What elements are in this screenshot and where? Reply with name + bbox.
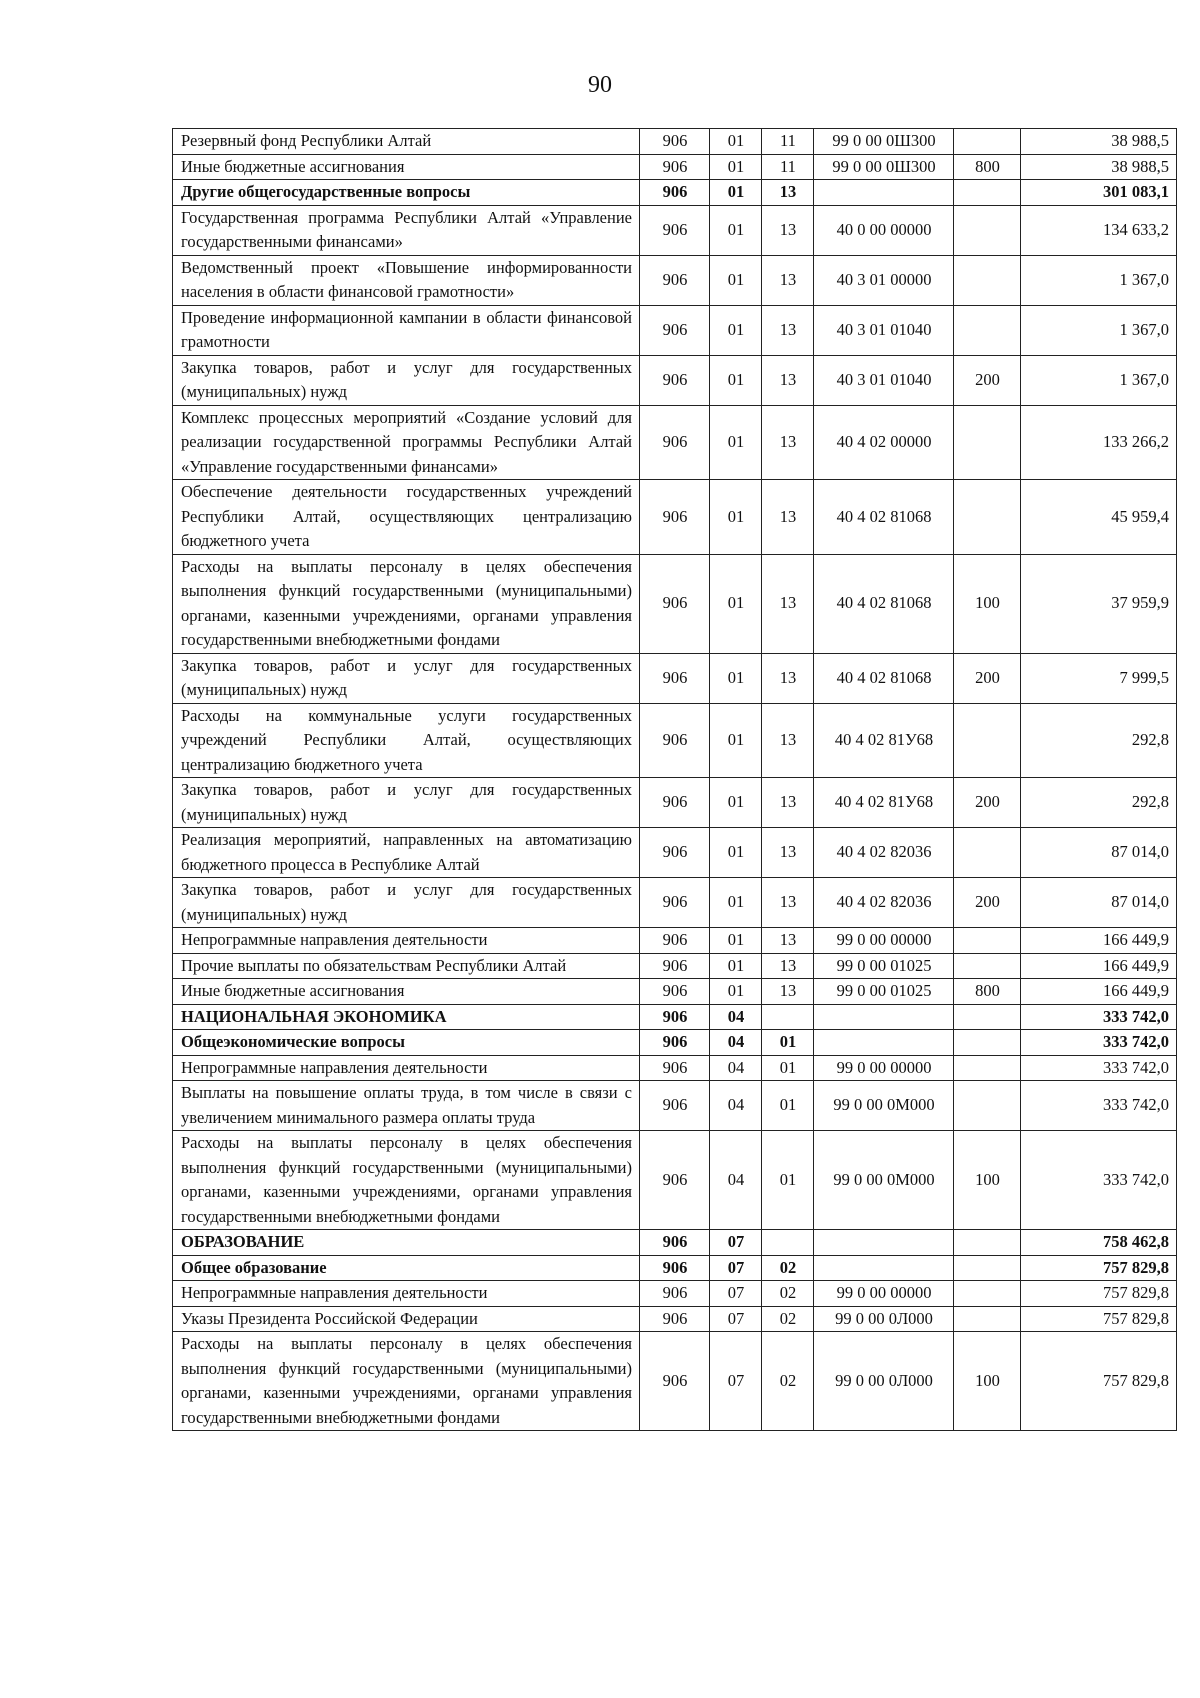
cell-section-code: 07 (710, 1281, 762, 1307)
cell-subsection-code: 13 (762, 305, 814, 355)
cell-name: Непрограммные направления деятельности (173, 1281, 640, 1307)
cell-expense-type: 200 (954, 653, 1021, 703)
cell-expense-type (954, 1255, 1021, 1281)
cell-department-code: 906 (640, 1281, 710, 1307)
cell-target-article (814, 1255, 954, 1281)
table-row (173, 154, 1177, 180)
cell-target-article: 40 4 02 81У68 (814, 703, 954, 778)
cell-section-code: 01 (710, 703, 762, 778)
cell-expense-type (954, 1030, 1021, 1056)
cell-name: Расходы на выплаты персоналу в целях обеспечения выполнения функций государственными (муниципальными) органами, казенными учреждениями, органами управления государственными внебюджетными фондами (173, 554, 640, 653)
cell-name: Другие общегосударственные вопросы (173, 180, 640, 206)
cell-department-code: 906 (640, 1306, 710, 1332)
cell-department-code: 906 (640, 129, 710, 155)
cell-expense-type (954, 1306, 1021, 1332)
cell-department-code: 906 (640, 703, 710, 778)
cell-target-article: 40 4 02 81068 (814, 653, 954, 703)
table-row (173, 979, 1177, 1005)
page-number: 90 (588, 72, 612, 98)
cell-section-code: 04 (710, 1131, 762, 1230)
cell-expense-type (954, 305, 1021, 355)
cell-subsection-code: 01 (762, 1131, 814, 1230)
cell-section-code: 01 (710, 355, 762, 405)
cell-expense-type: 200 (954, 355, 1021, 405)
cell-amount: 757 829,8 (1021, 1332, 1177, 1431)
budget-table (172, 128, 1177, 1431)
cell-amount: 166 449,9 (1021, 953, 1177, 979)
cell-department-code: 906 (640, 1131, 710, 1230)
cell-department-code: 906 (640, 480, 710, 555)
table-row (173, 878, 1177, 928)
table-row (173, 405, 1177, 480)
cell-subsection-code: 13 (762, 979, 814, 1005)
cell-department-code: 906 (640, 1030, 710, 1056)
cell-department-code: 906 (640, 828, 710, 878)
cell-expense-type (954, 1081, 1021, 1131)
budget-table-body (173, 129, 1177, 1431)
cell-amount: 37 959,9 (1021, 554, 1177, 653)
cell-department-code: 906 (640, 1255, 710, 1281)
cell-section-code: 04 (710, 1004, 762, 1030)
cell-amount: 38 988,5 (1021, 154, 1177, 180)
cell-subsection-code: 13 (762, 928, 814, 954)
cell-amount: 1 367,0 (1021, 355, 1177, 405)
cell-name: Расходы на коммунальные услуги государственных учреждений Республики Алтай, осуществляющих централизацию бюджетного учета (173, 703, 640, 778)
cell-expense-type: 100 (954, 1131, 1021, 1230)
cell-section-code: 01 (710, 154, 762, 180)
cell-section-code: 01 (710, 129, 762, 155)
cell-expense-type (954, 1055, 1021, 1081)
cell-department-code: 906 (640, 778, 710, 828)
cell-name: Выплаты на повышение оплаты труда, в том числе в связи с увеличением минимального размера оплаты труда (173, 1081, 640, 1131)
cell-subsection-code: 01 (762, 1081, 814, 1131)
cell-name: Резервный фонд Республики Алтай (173, 129, 640, 155)
cell-subsection-code: 13 (762, 554, 814, 653)
cell-name: Прочие выплаты по обязательствам Республики Алтай (173, 953, 640, 979)
cell-amount: 333 742,0 (1021, 1131, 1177, 1230)
cell-expense-type (954, 1004, 1021, 1030)
cell-expense-type (954, 828, 1021, 878)
table-row (173, 778, 1177, 828)
cell-section-code: 01 (710, 979, 762, 1005)
cell-amount: 1 367,0 (1021, 305, 1177, 355)
cell-department-code: 906 (640, 878, 710, 928)
cell-amount: 134 633,2 (1021, 205, 1177, 255)
cell-name: Расходы на выплаты персоналу в целях обеспечения выполнения функций государственными (муниципальными) органами, казенными учреждениями, органами управления государственными внебюджетными фондами (173, 1332, 640, 1431)
cell-name: Закупка товаров, работ и услуг для государственных (муниципальных) нужд (173, 355, 640, 405)
cell-target-article: 99 0 00 01025 (814, 979, 954, 1005)
table-row (173, 653, 1177, 703)
cell-section-code: 01 (710, 255, 762, 305)
cell-section-code: 01 (710, 205, 762, 255)
cell-subsection-code: 13 (762, 703, 814, 778)
cell-department-code: 906 (640, 554, 710, 653)
cell-expense-type (954, 1281, 1021, 1307)
cell-subsection-code: 13 (762, 778, 814, 828)
cell-target-article: 40 0 00 00000 (814, 205, 954, 255)
cell-section-code: 04 (710, 1030, 762, 1056)
cell-target-article: 40 4 02 81068 (814, 554, 954, 653)
cell-section-code: 01 (710, 305, 762, 355)
cell-section-code: 01 (710, 405, 762, 480)
cell-expense-type (954, 405, 1021, 480)
table-row (173, 1306, 1177, 1332)
cell-amount: 758 462,8 (1021, 1230, 1177, 1256)
cell-name: Непрограммные направления деятельности (173, 1055, 640, 1081)
cell-target-article: 40 3 01 01040 (814, 305, 954, 355)
cell-section-code: 07 (710, 1306, 762, 1332)
cell-name: Обеспечение деятельности государственных учреждений Республики Алтай, осуществляющих централизацию бюджетного учета (173, 480, 640, 555)
table-row (173, 554, 1177, 653)
cell-subsection-code: 02 (762, 1306, 814, 1332)
cell-name: ОБРАЗОВАНИЕ (173, 1230, 640, 1256)
cell-department-code: 906 (640, 1081, 710, 1131)
cell-expense-type: 800 (954, 154, 1021, 180)
cell-expense-type (954, 255, 1021, 305)
cell-expense-type (954, 180, 1021, 206)
table-row (173, 355, 1177, 405)
cell-name: Указы Президента Российской Федерации (173, 1306, 640, 1332)
table-row (173, 205, 1177, 255)
cell-amount: 757 829,8 (1021, 1281, 1177, 1307)
table-row (173, 703, 1177, 778)
cell-target-article: 99 0 00 0Л000 (814, 1306, 954, 1332)
cell-target-article: 40 4 02 81У68 (814, 778, 954, 828)
cell-amount: 333 742,0 (1021, 1081, 1177, 1131)
cell-target-article (814, 1004, 954, 1030)
cell-amount: 166 449,9 (1021, 979, 1177, 1005)
cell-subsection-code: 13 (762, 878, 814, 928)
table-row (173, 1255, 1177, 1281)
cell-subsection-code: 11 (762, 154, 814, 180)
cell-department-code: 906 (640, 355, 710, 405)
cell-department-code: 906 (640, 1055, 710, 1081)
cell-name: Комплекс процессных мероприятий «Создание условий для реализации государственной программы Республики Алтай «Управление государственными финансами» (173, 405, 640, 480)
cell-department-code: 906 (640, 154, 710, 180)
cell-name: Общее образование (173, 1255, 640, 1281)
cell-department-code: 906 (640, 979, 710, 1005)
cell-expense-type: 100 (954, 1332, 1021, 1431)
cell-target-article: 99 0 00 0Ш300 (814, 129, 954, 155)
table-row (173, 1281, 1177, 1307)
cell-name: Ведомственный проект «Повышение информированности населения в области финансовой грамотности» (173, 255, 640, 305)
cell-department-code: 906 (640, 928, 710, 954)
cell-expense-type (954, 928, 1021, 954)
cell-section-code: 04 (710, 1055, 762, 1081)
cell-department-code: 906 (640, 653, 710, 703)
cell-amount: 133 266,2 (1021, 405, 1177, 480)
table-row (173, 928, 1177, 954)
cell-subsection-code: 02 (762, 1281, 814, 1307)
cell-name: НАЦИОНАЛЬНАЯ ЭКОНОМИКА (173, 1004, 640, 1030)
cell-name: Общеэкономические вопросы (173, 1030, 640, 1056)
cell-target-article: 40 3 01 01040 (814, 355, 954, 405)
cell-section-code: 01 (710, 878, 762, 928)
cell-target-article: 40 4 02 00000 (814, 405, 954, 480)
table-row (173, 828, 1177, 878)
cell-section-code: 01 (710, 554, 762, 653)
table-row (173, 1030, 1177, 1056)
cell-name: Государственная программа Республики Алтай «Управление государственными финансами» (173, 205, 640, 255)
cell-section-code: 01 (710, 480, 762, 555)
cell-name: Закупка товаров, работ и услуг для государственных (муниципальных) нужд (173, 653, 640, 703)
cell-target-article (814, 1230, 954, 1256)
cell-amount: 38 988,5 (1021, 129, 1177, 155)
cell-subsection-code: 02 (762, 1255, 814, 1281)
cell-amount: 1 367,0 (1021, 255, 1177, 305)
cell-section-code: 07 (710, 1230, 762, 1256)
cell-department-code: 906 (640, 255, 710, 305)
cell-name: Проведение информационной кампании в области финансовой грамотности (173, 305, 640, 355)
cell-target-article: 99 0 00 0Л000 (814, 1332, 954, 1431)
cell-amount: 333 742,0 (1021, 1004, 1177, 1030)
cell-target-article: 99 0 00 00000 (814, 1281, 954, 1307)
table-row (173, 255, 1177, 305)
cell-target-article: 40 4 02 82036 (814, 878, 954, 928)
cell-name: Реализация мероприятий, направленных на автоматизацию бюджетного процесса в Республике Алтай (173, 828, 640, 878)
cell-section-code: 07 (710, 1332, 762, 1431)
cell-target-article: 99 0 00 00000 (814, 1055, 954, 1081)
cell-amount: 301 083,1 (1021, 180, 1177, 206)
cell-section-code: 01 (710, 180, 762, 206)
cell-expense-type (954, 480, 1021, 555)
cell-amount: 333 742,0 (1021, 1030, 1177, 1056)
cell-subsection-code: 13 (762, 180, 814, 206)
cell-expense-type (954, 1230, 1021, 1256)
cell-subsection-code: 13 (762, 828, 814, 878)
cell-expense-type (954, 703, 1021, 778)
cell-target-article: 40 4 02 81068 (814, 480, 954, 555)
cell-expense-type (954, 205, 1021, 255)
cell-amount: 87 014,0 (1021, 828, 1177, 878)
cell-section-code: 07 (710, 1255, 762, 1281)
cell-name: Непрограммные направления деятельности (173, 928, 640, 954)
cell-department-code: 906 (640, 405, 710, 480)
cell-name: Закупка товаров, работ и услуг для государственных (муниципальных) нужд (173, 778, 640, 828)
cell-subsection-code: 13 (762, 653, 814, 703)
cell-expense-type: 200 (954, 778, 1021, 828)
cell-amount: 45 959,4 (1021, 480, 1177, 555)
cell-subsection-code: 11 (762, 129, 814, 155)
cell-subsection-code: 01 (762, 1030, 814, 1056)
cell-amount: 292,8 (1021, 703, 1177, 778)
cell-name: Иные бюджетные ассигнования (173, 979, 640, 1005)
cell-section-code: 01 (710, 778, 762, 828)
cell-target-article: 40 4 02 82036 (814, 828, 954, 878)
cell-amount: 333 742,0 (1021, 1055, 1177, 1081)
table-row (173, 1332, 1177, 1431)
cell-target-article: 99 0 00 01025 (814, 953, 954, 979)
cell-target-article (814, 1030, 954, 1056)
cell-subsection-code: 13 (762, 480, 814, 555)
cell-subsection-code: 02 (762, 1332, 814, 1431)
cell-expense-type: 100 (954, 554, 1021, 653)
table-row (173, 129, 1177, 155)
cell-amount: 757 829,8 (1021, 1306, 1177, 1332)
table-row (173, 305, 1177, 355)
cell-amount: 166 449,9 (1021, 928, 1177, 954)
table-row (173, 1131, 1177, 1230)
cell-subsection-code (762, 1004, 814, 1030)
cell-department-code: 906 (640, 180, 710, 206)
cell-department-code: 906 (640, 1004, 710, 1030)
cell-subsection-code: 13 (762, 205, 814, 255)
cell-section-code: 01 (710, 828, 762, 878)
cell-section-code: 01 (710, 928, 762, 954)
cell-subsection-code: 13 (762, 255, 814, 305)
cell-department-code: 906 (640, 953, 710, 979)
table-row (173, 1055, 1177, 1081)
cell-amount: 292,8 (1021, 778, 1177, 828)
cell-section-code: 01 (710, 953, 762, 979)
cell-department-code: 906 (640, 1230, 710, 1256)
cell-amount: 7 999,5 (1021, 653, 1177, 703)
table-row (173, 1230, 1177, 1256)
cell-amount: 757 829,8 (1021, 1255, 1177, 1281)
cell-department-code: 906 (640, 1332, 710, 1431)
cell-expense-type: 800 (954, 979, 1021, 1005)
cell-name: Расходы на выплаты персоналу в целях обеспечения выполнения функций государственными (муниципальными) органами, казенными учреждениями, органами управления государственными внебюджетными фондами (173, 1131, 640, 1230)
cell-department-code: 906 (640, 205, 710, 255)
cell-target-article: 99 0 00 0М000 (814, 1081, 954, 1131)
cell-subsection-code: 13 (762, 953, 814, 979)
table-row (173, 480, 1177, 555)
cell-subsection-code: 13 (762, 405, 814, 480)
cell-expense-type (954, 129, 1021, 155)
table-row (173, 953, 1177, 979)
table-row (173, 1004, 1177, 1030)
cell-expense-type (954, 953, 1021, 979)
cell-target-article: 40 3 01 00000 (814, 255, 954, 305)
cell-name: Закупка товаров, работ и услуг для государственных (муниципальных) нужд (173, 878, 640, 928)
table-row (173, 180, 1177, 206)
cell-target-article: 99 0 00 00000 (814, 928, 954, 954)
cell-department-code: 906 (640, 305, 710, 355)
cell-subsection-code: 13 (762, 355, 814, 405)
cell-subsection-code: 01 (762, 1055, 814, 1081)
cell-target-article (814, 180, 954, 206)
cell-name: Иные бюджетные ассигнования (173, 154, 640, 180)
cell-amount: 87 014,0 (1021, 878, 1177, 928)
cell-section-code: 04 (710, 1081, 762, 1131)
cell-expense-type: 200 (954, 878, 1021, 928)
cell-subsection-code (762, 1230, 814, 1256)
cell-target-article: 99 0 00 0Ш300 (814, 154, 954, 180)
cell-section-code: 01 (710, 653, 762, 703)
cell-target-article: 99 0 00 0М000 (814, 1131, 954, 1230)
table-row (173, 1081, 1177, 1131)
